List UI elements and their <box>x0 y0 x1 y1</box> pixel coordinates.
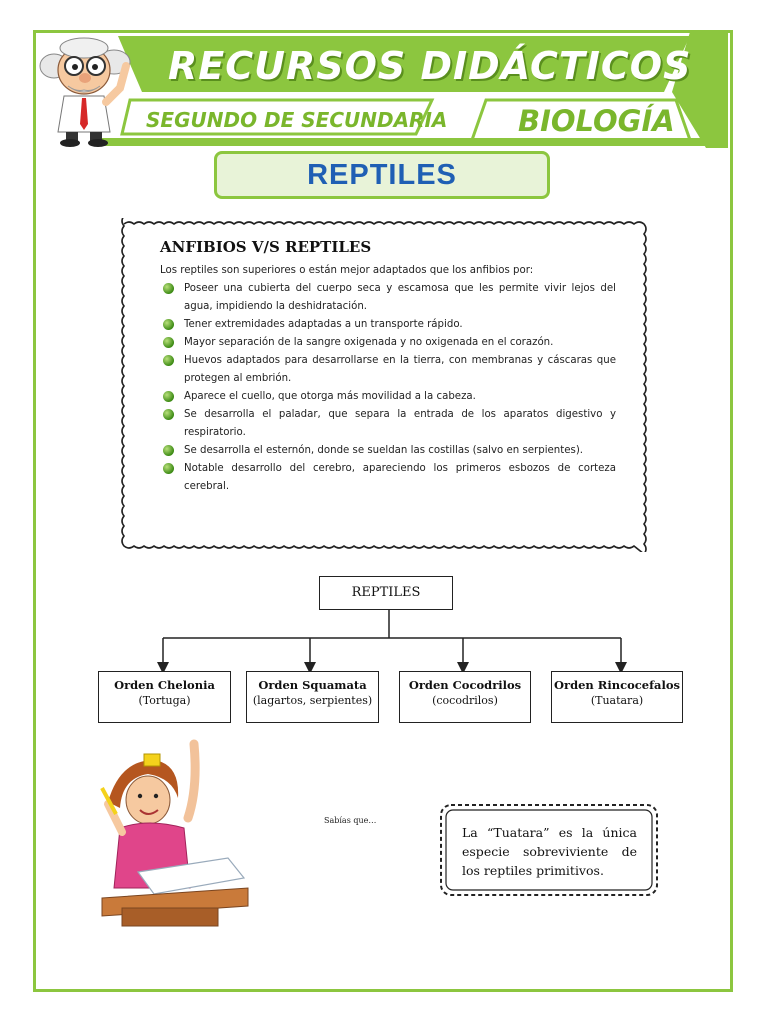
green-bullet-icon <box>163 283 174 294</box>
list-item: Aparece el cuello, que otorga más movilidad a la cabeza. <box>160 388 616 406</box>
tuatara-fact: La “Tuatara” es la única especie sobreviviente de los reptiles primitivos. <box>462 825 637 878</box>
comparison-heading: ANFIBIOS V/S REPTILES <box>160 238 372 256</box>
green-bullet-icon <box>163 445 174 456</box>
list-item: Tener extremidades adaptadas a un transporte rápido. <box>160 316 616 334</box>
list-item: Se desarrolla el esternón, donde se sueldan las costillas (salvo en serpientes). <box>160 442 616 460</box>
order-cocodrilos: Orden Cocodrilos (cocodrilos) <box>399 671 531 723</box>
green-bullet-icon <box>163 463 174 474</box>
green-bullet-icon <box>163 337 174 348</box>
comparison-list <box>160 280 616 496</box>
banner-subject: BIOLOGÍA <box>518 104 675 138</box>
student-girl-icon <box>98 738 252 928</box>
tree-root-reptiles: REPTILES <box>319 576 453 610</box>
green-bullet-icon <box>163 391 174 402</box>
order-rincocefalos: Orden Rincocefalos (Tuatara) <box>551 671 683 723</box>
green-bullet-icon <box>163 409 174 420</box>
list-item: Poseer una cubierta del cuerpo seca y escamosa que les permite vivir lejos del agua, impidiendo la deshidratación. <box>160 280 616 316</box>
order-chelonia: Orden Chelonia (Tortuga) <box>98 671 231 723</box>
list-item: Notable desarrollo del cerebro, apareciendo los primeros esbozos de corteza cerebral. <box>160 460 616 496</box>
green-bullet-icon <box>163 319 174 330</box>
list-item: Se desarrolla el paladar, que separa la entrada de los aparatos digestivo y respiratorio. <box>160 406 616 442</box>
banner-title: RECURSOS DIDÁCTICOS <box>168 44 692 88</box>
comparison-box <box>160 238 616 496</box>
page-title-box <box>214 151 550 199</box>
order-squamata: Orden Squamata (lagartos, serpientes) <box>246 671 379 723</box>
banner-level: SEGUNDO DE SECUNDARIA <box>146 108 448 132</box>
list-item: Mayor separación de la sangre oxigenada y no oxigenada en el corazón. <box>160 334 616 352</box>
comparison-intro: Los reptiles son superiores o están mejor adaptados que los anfibios por: <box>160 265 534 276</box>
page-title: REPTILES <box>307 159 457 191</box>
green-bullet-icon <box>163 355 174 366</box>
list-item: Huevos adaptados para desarrollarse en la tierra, con membranas y cáscaras que protegen al embrión. <box>160 352 616 388</box>
professor-mascot-icon <box>36 36 146 148</box>
sabias-label: Sabías que… <box>324 816 377 825</box>
